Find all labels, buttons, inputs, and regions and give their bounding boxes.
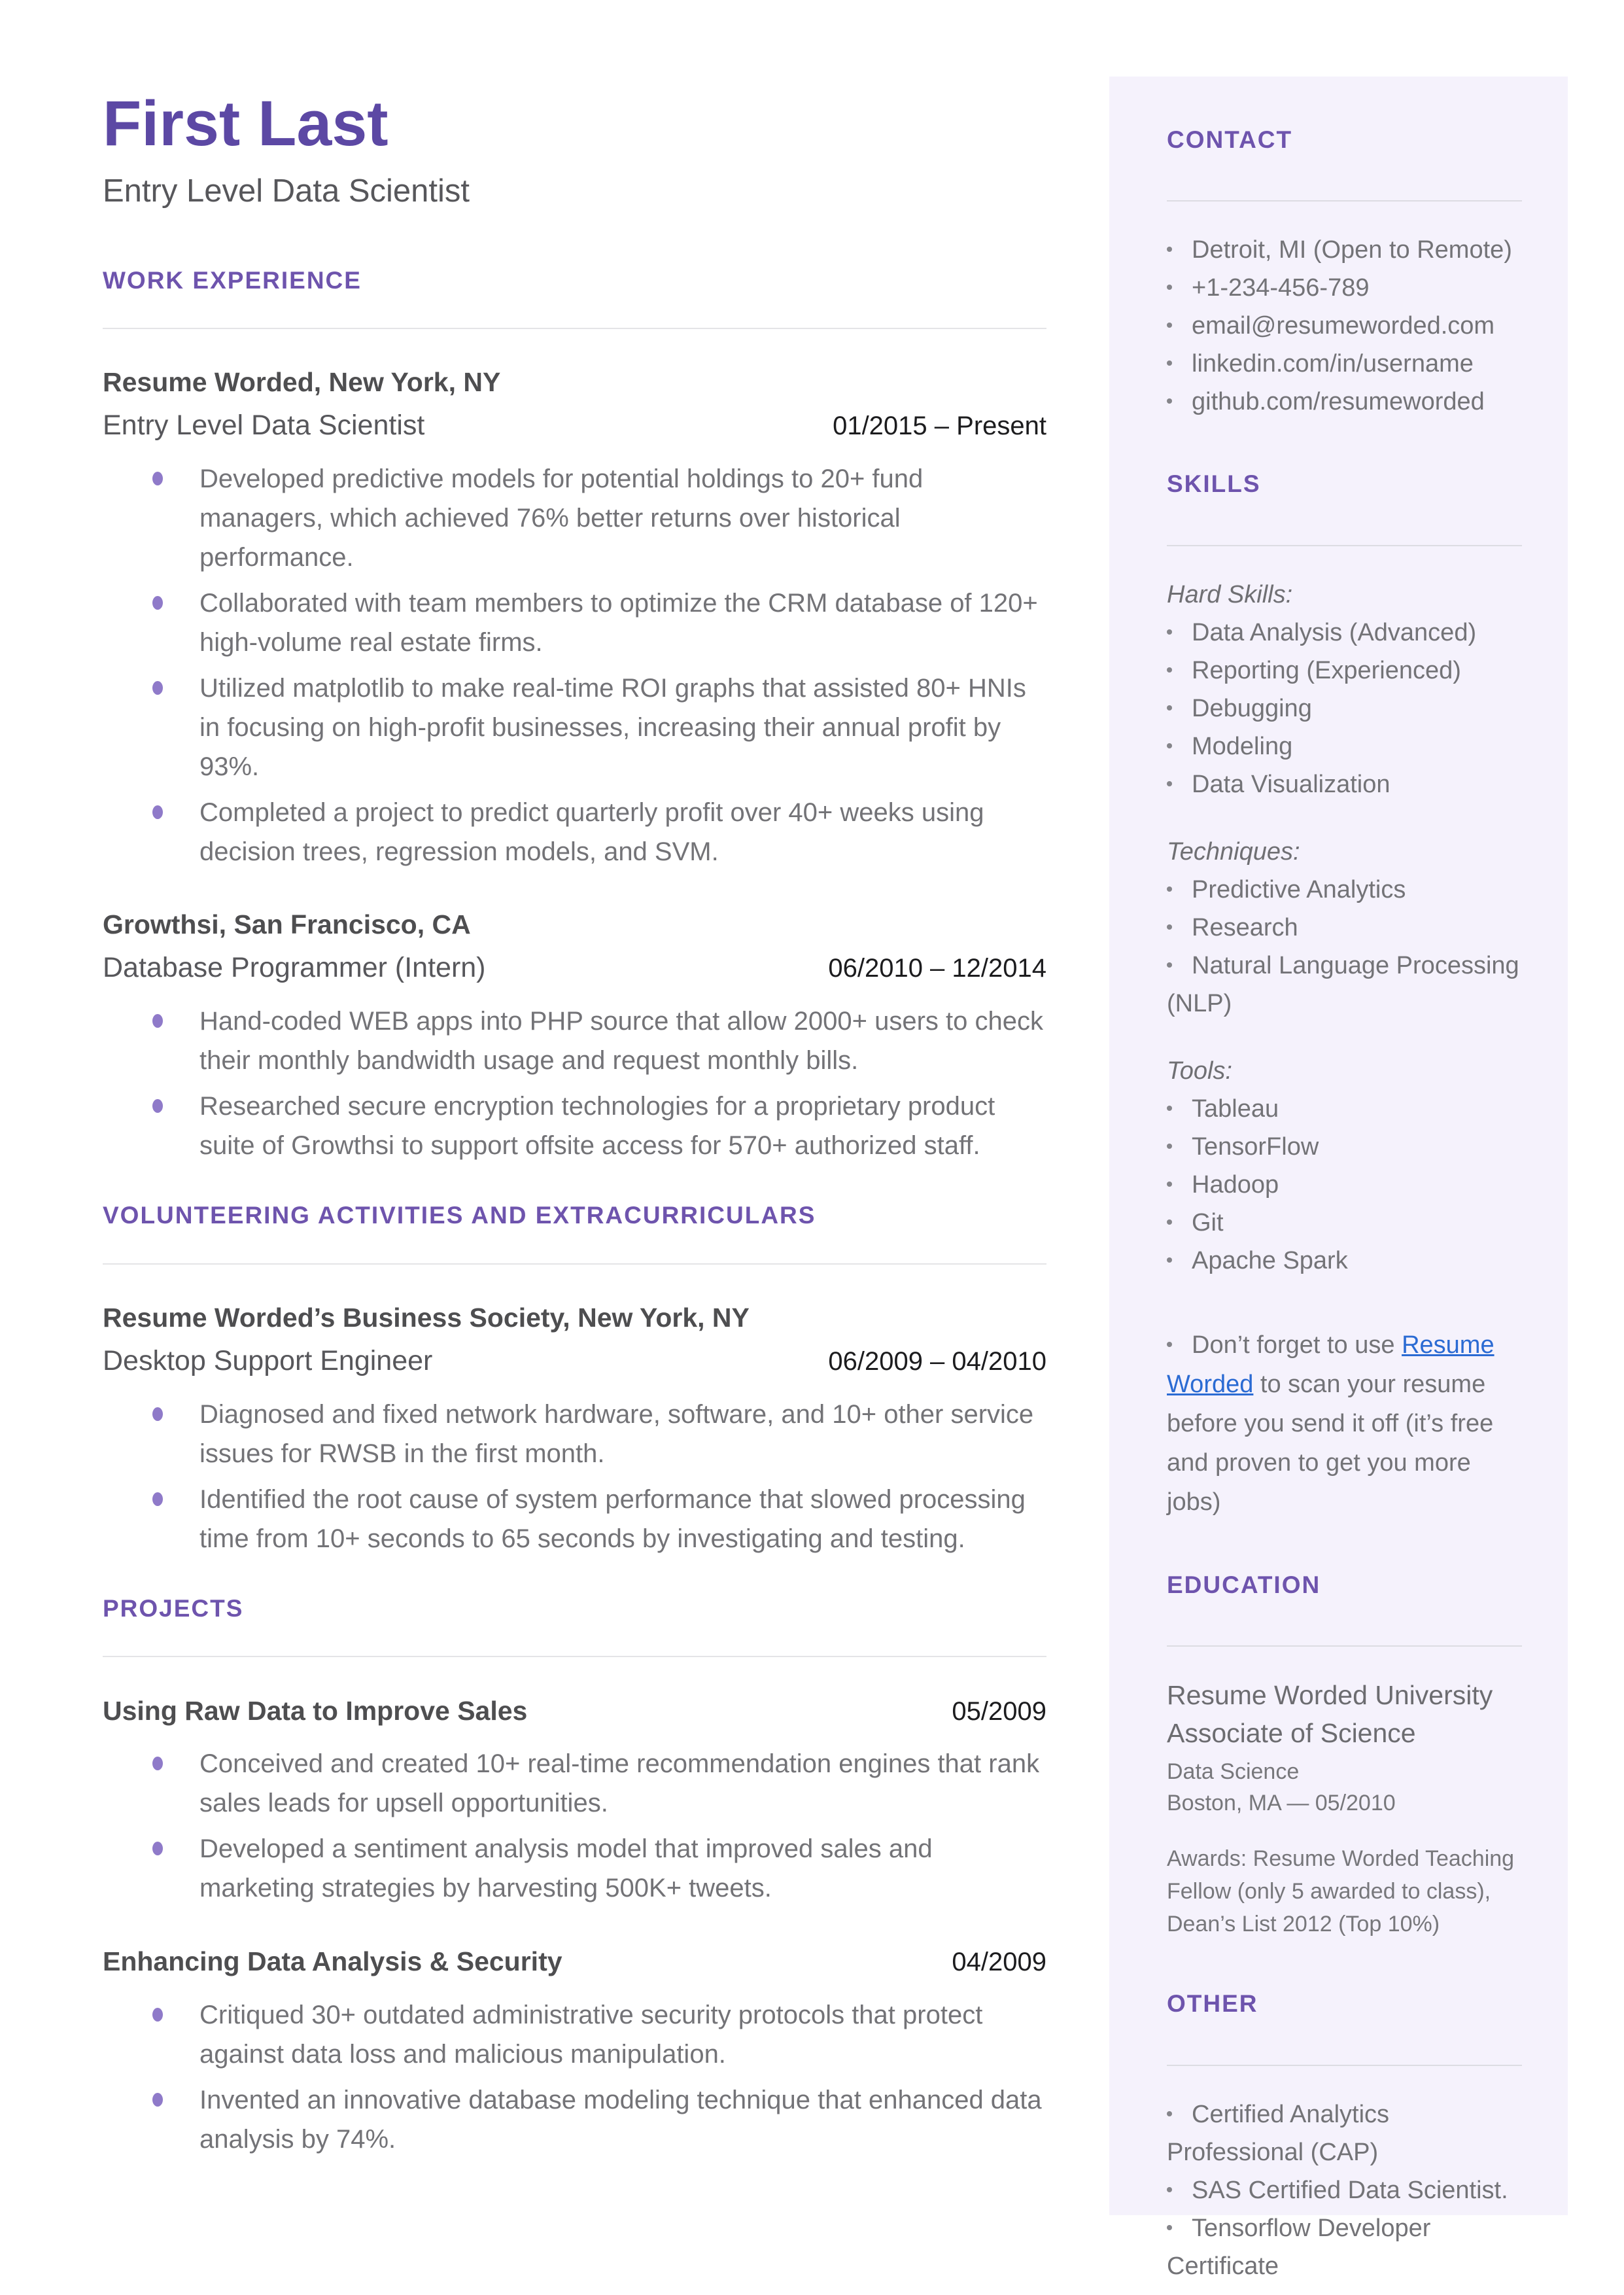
skill-text: Tableau bbox=[1192, 1095, 1279, 1123]
skill-text: Modeling bbox=[1192, 732, 1293, 760]
bullet-text: Developed a sentiment analysis model that improved sales and marketing strategies by harvesting 500K+ tweets. bbox=[199, 1834, 933, 1903]
skill-item bbox=[1167, 1128, 1522, 1166]
skill-item bbox=[1167, 947, 1522, 1023]
job-title: Desktop Support Engineer bbox=[103, 1344, 433, 1376]
work-entry bbox=[103, 908, 1046, 1165]
contact-text: linkedin.com/in/username bbox=[1192, 350, 1474, 378]
certification-item bbox=[1167, 2095, 1522, 2171]
bullet-dot-icon bbox=[1167, 705, 1172, 710]
skill-text: Reporting (Experienced) bbox=[1192, 656, 1461, 684]
skill-text: Natural Language Processing (NLP) bbox=[1167, 951, 1519, 1017]
certification-text: Certified Analytics Professional (CAP) bbox=[1167, 2100, 1390, 2166]
bullet-item bbox=[103, 793, 1046, 871]
role-date-row bbox=[103, 951, 1046, 986]
section-divider bbox=[103, 1656, 1046, 1657]
bullet-dot-icon bbox=[1167, 2187, 1172, 2192]
bullet-dot-icon bbox=[1167, 247, 1172, 252]
main-column bbox=[103, 88, 1046, 2159]
skill-group-hard-skills bbox=[1167, 576, 1522, 803]
skill-text: Debugging bbox=[1192, 694, 1312, 722]
tip-text-post: to scan your resume before you send it off (it’s free and proven to get you more jobs) bbox=[1167, 1370, 1494, 1516]
section-projects bbox=[103, 1594, 1046, 2159]
bullet-dot-icon bbox=[1167, 1144, 1172, 1149]
section-volunteering bbox=[103, 1201, 1046, 1558]
job-title: Entry Level Data Scientist bbox=[103, 410, 425, 442]
bullet-item bbox=[103, 1829, 1046, 1908]
skill-list bbox=[1167, 1090, 1522, 1280]
bullet-item bbox=[103, 1395, 1046, 1473]
school-name: Resume Worded University bbox=[1167, 1680, 1493, 1711]
skill-list bbox=[1167, 614, 1522, 803]
work-entry bbox=[103, 366, 1046, 871]
section-title: EDUCATION bbox=[1167, 1571, 1321, 1598]
bullet-item bbox=[103, 1744, 1046, 1823]
bullet-dot-icon bbox=[152, 472, 163, 485]
other-list bbox=[1167, 2095, 1522, 2285]
section-title: OTHER bbox=[1167, 1990, 1258, 2018]
skill-text: TensorFlow bbox=[1192, 1132, 1319, 1161]
bullet-dot-icon bbox=[1167, 1219, 1172, 1225]
bullet-list bbox=[103, 1995, 1046, 2159]
sidebar-section-education bbox=[1167, 1571, 1522, 1940]
section-divider bbox=[103, 328, 1046, 329]
skill-item bbox=[1167, 652, 1522, 690]
skill-item bbox=[1167, 614, 1522, 652]
bullet-item bbox=[103, 1480, 1046, 1558]
project-date-row bbox=[103, 1694, 1046, 1728]
skill-item bbox=[1167, 1242, 1522, 1280]
job-title: Database Programmer (Intern) bbox=[103, 952, 486, 984]
contact-text: email@resumeworded.com bbox=[1192, 312, 1495, 340]
bullet-dot-icon bbox=[152, 596, 163, 610]
bullet-item bbox=[103, 669, 1046, 786]
tip-text-pre: Don’t forget to use bbox=[1192, 1331, 1402, 1359]
skill-group-label: Techniques: bbox=[1167, 837, 1300, 866]
bullet-dot-icon bbox=[152, 1757, 163, 1770]
bullet-dot-icon bbox=[1167, 398, 1172, 404]
bullet-dot-icon bbox=[152, 805, 163, 819]
bullet-dot-icon bbox=[1167, 2225, 1172, 2230]
bullet-text: Identified the root cause of system performance that slowed processing time from 10+ seconds to 65 seconds by investigating and testing. bbox=[199, 1484, 1026, 1553]
bullet-dot-icon bbox=[1167, 781, 1172, 786]
skill-item bbox=[1167, 727, 1522, 765]
sidebar-tip bbox=[1167, 1325, 1522, 1522]
bullet-dot-icon bbox=[1167, 924, 1172, 930]
bullet-text: Completed a project to predict quarterly profit over 40+ weeks using decision trees, regression models, and SVM. bbox=[199, 798, 984, 867]
contact-item bbox=[1167, 307, 1522, 345]
skill-group-techniques bbox=[1167, 833, 1522, 1023]
bullet-dot-icon bbox=[1167, 360, 1172, 366]
skill-text: Git bbox=[1192, 1208, 1224, 1236]
skill-item bbox=[1167, 871, 1522, 909]
bullet-item bbox=[103, 1087, 1046, 1165]
contact-text: github.com/resumeworded bbox=[1192, 388, 1485, 416]
skill-group-tools bbox=[1167, 1052, 1522, 1280]
candidate-title: Entry Level Data Scientist bbox=[103, 173, 470, 209]
bullet-list bbox=[103, 459, 1046, 871]
bullet-item bbox=[103, 1002, 1046, 1080]
certification-text: SAS Certified Data Scientist. bbox=[1192, 2176, 1508, 2204]
skill-list bbox=[1167, 871, 1522, 1023]
skill-text: Hadoop bbox=[1192, 1170, 1279, 1199]
bullet-text: Researched secure encryption technologies for a proprietary product suite of Growthsi to support offsite access for 570+ authorized staff. bbox=[199, 1092, 995, 1161]
bullet-dot-icon bbox=[1167, 323, 1172, 328]
section-divider bbox=[1167, 2065, 1522, 2066]
sidebar-section-other bbox=[1167, 1989, 1522, 2285]
bullet-item bbox=[103, 459, 1046, 577]
section-title: WORK EXPERIENCE bbox=[103, 266, 362, 294]
bullet-dot-icon bbox=[1167, 743, 1172, 748]
contact-text: Detroit, MI (Open to Remote) bbox=[1192, 236, 1512, 264]
major: Data Science bbox=[1167, 1759, 1300, 1785]
bullet-dot-icon bbox=[1167, 962, 1172, 968]
skill-item bbox=[1167, 1090, 1522, 1128]
section-title: VOLUNTEERING ACTIVITIES AND EXTRACURRICULARS bbox=[103, 1202, 816, 1229]
bullet-dot-icon bbox=[152, 1407, 163, 1421]
bullet-dot-icon bbox=[1167, 285, 1172, 290]
skill-item bbox=[1167, 909, 1522, 947]
skill-item bbox=[1167, 765, 1522, 803]
bullet-text: Conceived and created 10+ real-time recommendation engines that rank sales leads for upsell opportunities. bbox=[199, 1749, 1040, 1818]
certification-item bbox=[1167, 2171, 1522, 2209]
contact-item bbox=[1167, 231, 1522, 269]
certification-item bbox=[1167, 2209, 1522, 2285]
sidebar-section-skills bbox=[1167, 470, 1522, 1521]
certification-text: Tensorflow Developer Certificate bbox=[1167, 2214, 1431, 2280]
bullet-dot-icon bbox=[152, 2093, 163, 2107]
bullet-dot-icon bbox=[1167, 1257, 1172, 1263]
bullet-text: Collaborated with team members to optimize the CRM database of 120+ high-volume real estate firms. bbox=[199, 589, 1038, 657]
bullet-text: Developed predictive models for potential holdings to 20+ fund managers, which achieved 76% better returns over historical performance. bbox=[199, 464, 924, 572]
skill-group-label: Tools: bbox=[1167, 1057, 1232, 1085]
bullet-text: Diagnosed and fixed network hardware, software, and 10+ other service issues for RWSB in the first month. bbox=[199, 1399, 1034, 1468]
contact-item bbox=[1167, 383, 1522, 421]
bullet-dot-icon bbox=[152, 2008, 163, 2022]
bullet-dot-icon bbox=[152, 1014, 163, 1028]
bullet-dot-icon bbox=[152, 1099, 163, 1113]
contact-item bbox=[1167, 345, 1522, 383]
skill-item bbox=[1167, 1204, 1522, 1242]
bullet-dot-icon bbox=[1167, 1342, 1172, 1347]
role-date-row bbox=[103, 408, 1046, 444]
section-title: SKILLS bbox=[1167, 470, 1261, 498]
bullet-dot-icon bbox=[1167, 886, 1172, 892]
date-range: 04/2009 bbox=[952, 1948, 1046, 1977]
bullet-dot-icon bbox=[1167, 1182, 1172, 1187]
role-date-row bbox=[103, 1344, 1046, 1379]
skill-item bbox=[1167, 1166, 1522, 1204]
skill-group-label: Hard Skills: bbox=[1167, 580, 1293, 608]
bullet-text: Invented an innovative database modeling technique that enhanced data analysis by 74%. bbox=[199, 2085, 1042, 2154]
bullet-dot-icon bbox=[1167, 2111, 1172, 2116]
company-name: Resume Worded, New York, NY bbox=[103, 367, 501, 398]
bullet-item bbox=[103, 1995, 1046, 2074]
project-date-row bbox=[103, 1944, 1046, 1979]
sidebar bbox=[1109, 77, 1568, 2280]
bullet-dot-icon bbox=[152, 1492, 163, 1506]
skill-text: Predictive Analytics bbox=[1192, 875, 1406, 903]
contact-list bbox=[1167, 231, 1522, 421]
section-divider bbox=[1167, 200, 1522, 201]
awards-text: Awards: Resume Worded Teaching Fellow (only 5 awarded to class), Dean’s List 2012 (Top 10%) bbox=[1167, 1846, 1515, 1937]
bullet-text: Hand-coded WEB apps into PHP source that allow 2000+ users to check their monthly bandwidth usage and request monthly bills. bbox=[199, 1007, 1043, 1076]
contact-text: +1-234-456-789 bbox=[1192, 274, 1370, 302]
bullet-dot-icon bbox=[1167, 629, 1172, 635]
skill-text: Research bbox=[1192, 913, 1298, 941]
section-divider bbox=[103, 1263, 1046, 1265]
bullet-list bbox=[103, 1395, 1046, 1558]
section-work-experience bbox=[103, 266, 1046, 1165]
bullet-text: Critiqued 30+ outdated administrative security protocols that protect against data loss and malicious manipulation. bbox=[199, 2000, 983, 2069]
bullet-dot-icon bbox=[1167, 667, 1172, 673]
date-range: 06/2010 – 12/2014 bbox=[828, 954, 1046, 983]
project-entry bbox=[103, 1944, 1046, 2158]
skill-text: Data Analysis (Advanced) bbox=[1192, 618, 1477, 646]
project-entry bbox=[103, 1694, 1046, 1908]
date-range: 05/2009 bbox=[952, 1696, 1046, 1726]
skill-text: Data Visualization bbox=[1192, 770, 1391, 798]
bullet-dot-icon bbox=[1167, 1106, 1172, 1111]
bullet-dot-icon bbox=[152, 681, 163, 695]
education-location-date: Boston, MA — 05/2010 bbox=[1167, 1791, 1396, 1816]
bullet-item bbox=[103, 584, 1046, 662]
project-name: Using Raw Data to Improve Sales bbox=[103, 1695, 528, 1726]
company-name: Growthsi, San Francisco, CA bbox=[103, 909, 471, 940]
organization-name: Resume Worded’s Business Society, New York, NY bbox=[103, 1302, 750, 1333]
section-title: PROJECTS bbox=[103, 1594, 244, 1622]
candidate-name: First Last bbox=[103, 88, 389, 159]
project-name: Enhancing Data Analysis & Security bbox=[103, 1946, 562, 1977]
skill-text: Apache Spark bbox=[1192, 1246, 1348, 1274]
volunteering-entry bbox=[103, 1301, 1046, 1558]
contact-item bbox=[1167, 269, 1522, 307]
resume-worded-link[interactable]: Resume Worded bbox=[1167, 1331, 1494, 1398]
degree: Associate of Science bbox=[1167, 1718, 1416, 1749]
date-range: 06/2009 – 04/2010 bbox=[828, 1346, 1046, 1376]
section-divider bbox=[1167, 1645, 1522, 1647]
bullet-dot-icon bbox=[152, 1842, 163, 1855]
skill-item bbox=[1167, 690, 1522, 727]
date-range: 01/2015 – Present bbox=[833, 412, 1046, 441]
section-title: CONTACT bbox=[1167, 126, 1293, 153]
bullet-list bbox=[103, 1002, 1046, 1165]
bullet-list bbox=[103, 1744, 1046, 1908]
bullet-text: Utilized matplotlib to make real-time ROI graphs that assisted 80+ HNIs in focusing on high-profit businesses, increasing their annual profit by 93%. bbox=[199, 674, 1026, 782]
bullet-item bbox=[103, 2080, 1046, 2159]
sidebar-section-contact bbox=[1167, 126, 1522, 421]
section-divider bbox=[1167, 545, 1522, 546]
